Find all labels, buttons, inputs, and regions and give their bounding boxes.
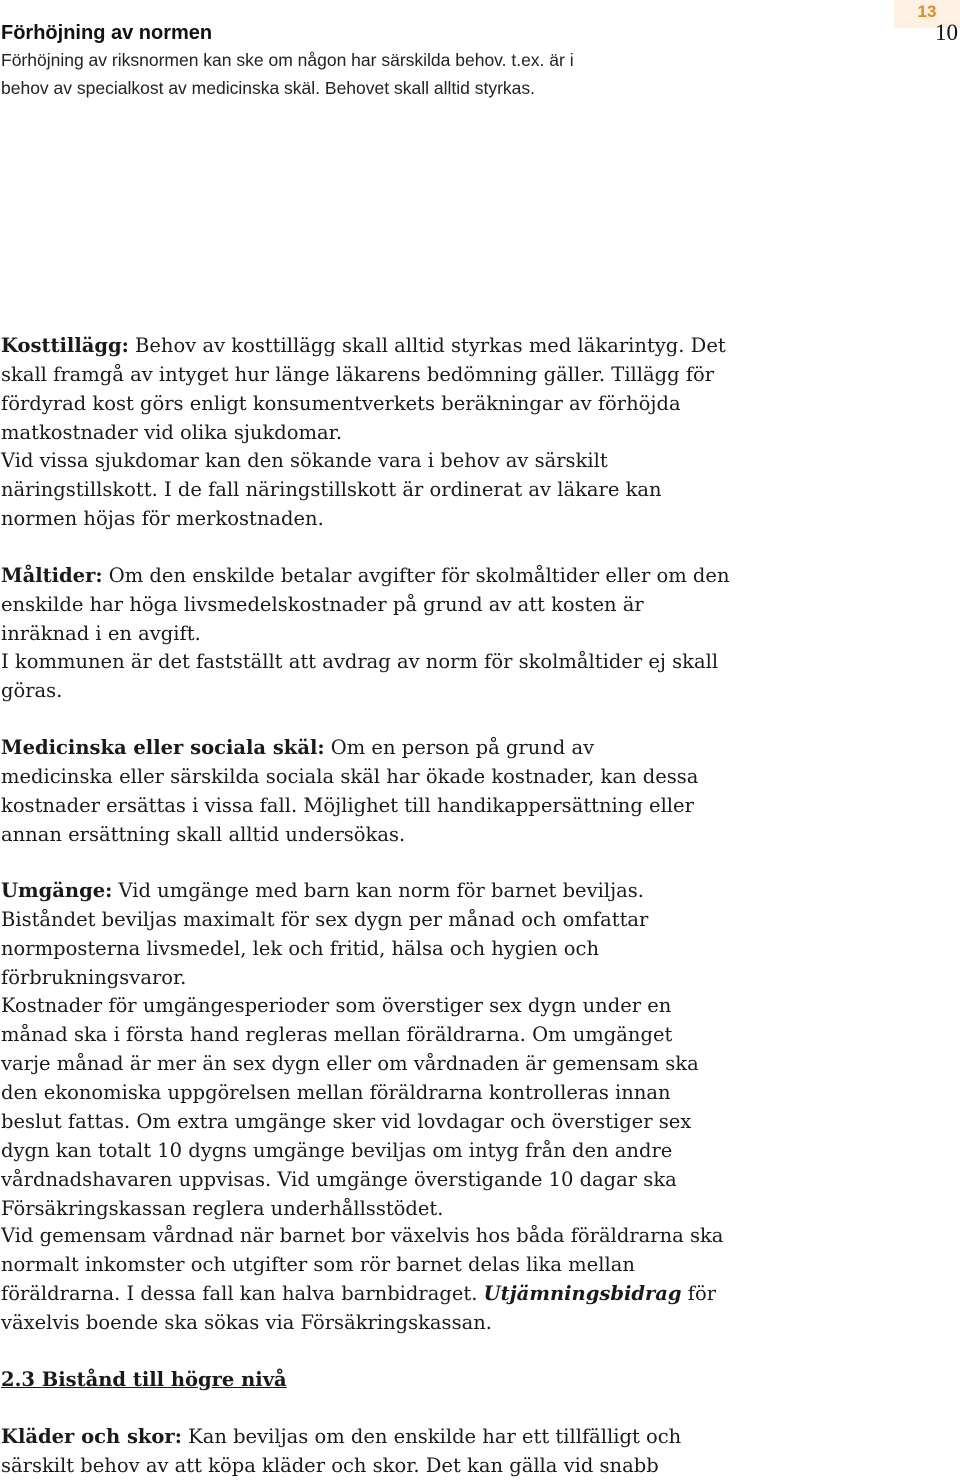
section-heading-2-3 [1, 1365, 920, 1394]
umgange-paragraph-4 [1, 1221, 730, 1337]
maltider-paragraph [1, 561, 735, 648]
maltider-paragraph-2: I kommunen är det fastställt att avdrag av norm för skolmåltider ej skall göras. [1, 650, 719, 702]
maltider-text: Om den enskilde betalar avgifter för skolmåltider eller om den enskilde har höga livsmedelskostnader på grund av att kosten är inräknad i en avgift. [1, 564, 730, 645]
maltider-label: Måltider: [1, 564, 103, 587]
intro-line: behov av specialkost av medicinska skäl. Behovet skall alltid styrkas. [1, 78, 535, 98]
umgange-text: Vid umgänge med barn kan norm för barnet beviljas. [112, 879, 644, 902]
umgange-text-4c: för växelvis boende ska sökas via Försäkringskassan. [1, 1282, 717, 1334]
klader-text: Kan beviljas om den enskilde har ett tillfälligt och särskilt behov av att köpa kläder och skor. Det kan gälla vid snabb [1, 1425, 682, 1477]
kost-text: Behov av kosttillägg skall alltid styrkas med läkarintyg. Det skall framgå av intyget hur länge läkarens bedömning gäller. Tillägg för fördyrad kost görs enligt konsumentverkets beräkningar av förhöjda matkostnader vid olika sjukdomar. [1, 334, 726, 444]
umgange-label: Umgänge: [1, 879, 113, 902]
klader-label: Kläder och skor: [1, 1425, 182, 1448]
heading-forhojning: Förhöjning av normen [1, 22, 213, 44]
section-title: 2.3 Bistånd till högre nivå [1, 1368, 287, 1391]
medicinska-text: Om en person på grund av medicinska eller särskilda sociala skäl har ökade kostnader, kan dessa kostnader ersättas i vissa fall. Möjlighet till handikappersättning eller annan ersättning skall alltid undersökas. [1, 736, 699, 846]
umgange-paragraph-3: Kostnader för umgängesperioder som överstiger sex dygn under en månad ska i första hand regleras mellan föräldrarna. Om umgänget varje månad är mer än sex dygn eller om vårdnaden är gemensam ska den ekonomiska uppgörelsen mellan föräldrarna kontrolleras innan beslut fattas. Om extra umgänge sker vid lovdagar och överstiger sex dygn kan totalt 10 dygns umgänge beviljas om intyg från den andre vårdnadshavaren uppvisas. Vid umgänge överstigande 10 dagar ska Försäkringskassan reglera underhållsstödet. [1, 994, 699, 1220]
medicinska-label: Medicinska eller sociala skäl: [1, 736, 325, 759]
medicinska-paragraph [1, 733, 710, 849]
kost-label: Kosttillägg: [1, 334, 129, 357]
page-badge: 13 [894, 0, 960, 28]
kost-paragraph-2: Vid vissa sjukdomar kan den sökande vara i behov av särskilt näringstillskott. I de fall näringstillskott är ordinerat av läkare kan normen höjas för merkostnaden. [1, 449, 662, 530]
utjamningsbidrag-term: Utjämningsbidrag [483, 1282, 682, 1305]
kost-paragraph [1, 331, 730, 447]
umgange-paragraph [1, 876, 660, 905]
klader-paragraph [1, 1422, 690, 1480]
page-number: 10 [935, 20, 958, 45]
umgange-paragraph-2: Biståndet beviljas maximalt för sex dygn per månad och omfattar normposterna livsmedel, lek och fritid, hälsa och hygien och förbrukningsvaror. [1, 908, 649, 989]
intro-line: Förhöjning av riksnormen kan ske om någon har särskilda behov. t.ex. är i [1, 50, 574, 70]
intro-paragraph [1, 46, 920, 102]
umgange-text-4a: Vid gemensam vårdnad när barnet bor växelvis hos båda föräldrarna ska normalt inkomster och utgifter som rör barnet delas lika mellan föräldrarna. I dessa fall kan halva barnbidraget. [1, 1224, 724, 1305]
